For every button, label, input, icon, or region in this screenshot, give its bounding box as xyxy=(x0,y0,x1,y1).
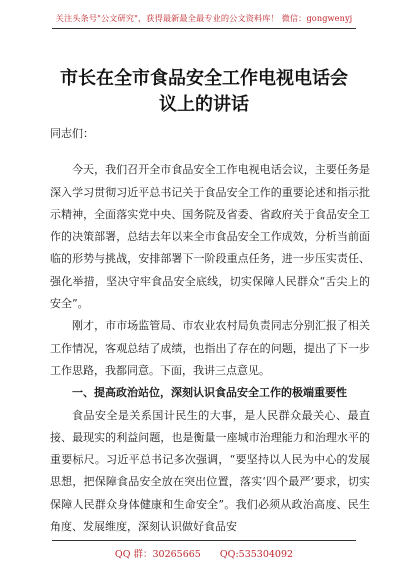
footer-qq-group: QQ 群：30265665 xyxy=(114,549,201,560)
document-title: 市长在全市食品安全工作电视电话会议上的讲话 xyxy=(60,68,348,115)
salutation: 同志们： xyxy=(50,127,94,140)
section-heading-1: 一、提高政治站位，深刻认识食品安全工作的极端重要性 xyxy=(72,386,347,400)
paragraph-opening: 今天，我们召开全市食品安全工作电视电话会议，主要任务是深入学习贯彻习近平总书记关于食品安全工作的重要论述和指示批示精神，全面落实党中央、国务院及省委、省政府关于食品安全工作的决策部署，总结去年以来全市食品安全工作成效，分析当前面临的形势与挑战，安排部署下一阶段重点任务，进一步压实责任、强化举措，坚决守牢食品安全底线，切实保障人民群众“舌尖上的安全”。 xyxy=(50,163,370,311)
footer-qq: QQ:535304092 xyxy=(219,549,294,560)
footer xyxy=(0,546,408,560)
header-banner: 关注头条号"公文研究"，获得最新最全最专业的公文资料库！ 微信：gongwenyj xyxy=(55,13,353,23)
footer-divider xyxy=(52,540,356,541)
header-divider xyxy=(52,28,356,29)
paragraph-section-1: 食品安全是关系国计民生的大事，是人民群众最关心、最直接、最现实的利益问题，也是衡量一座城市治理能力和治理水平的重要标尺。习近平总书记多次强调，“要坚持以人民为中心的发展思想，把保障食品安全放在突出位置，落实‘四个最严’要求，切实保障人民群众身体健康和生命安全”。我们必须从政治高度、民生角度、发展维度，深刻认识做好食品安 xyxy=(50,408,370,534)
paragraph-reports: 刚才，市市场监管局、市农业农村局负责同志分别汇报了相关工作情况，客观总结了成绩，也指出了存在的问题，提出了下一步工作思路，我都同意。下面，我讲三点意见。 xyxy=(50,319,370,377)
document-body xyxy=(50,123,370,538)
